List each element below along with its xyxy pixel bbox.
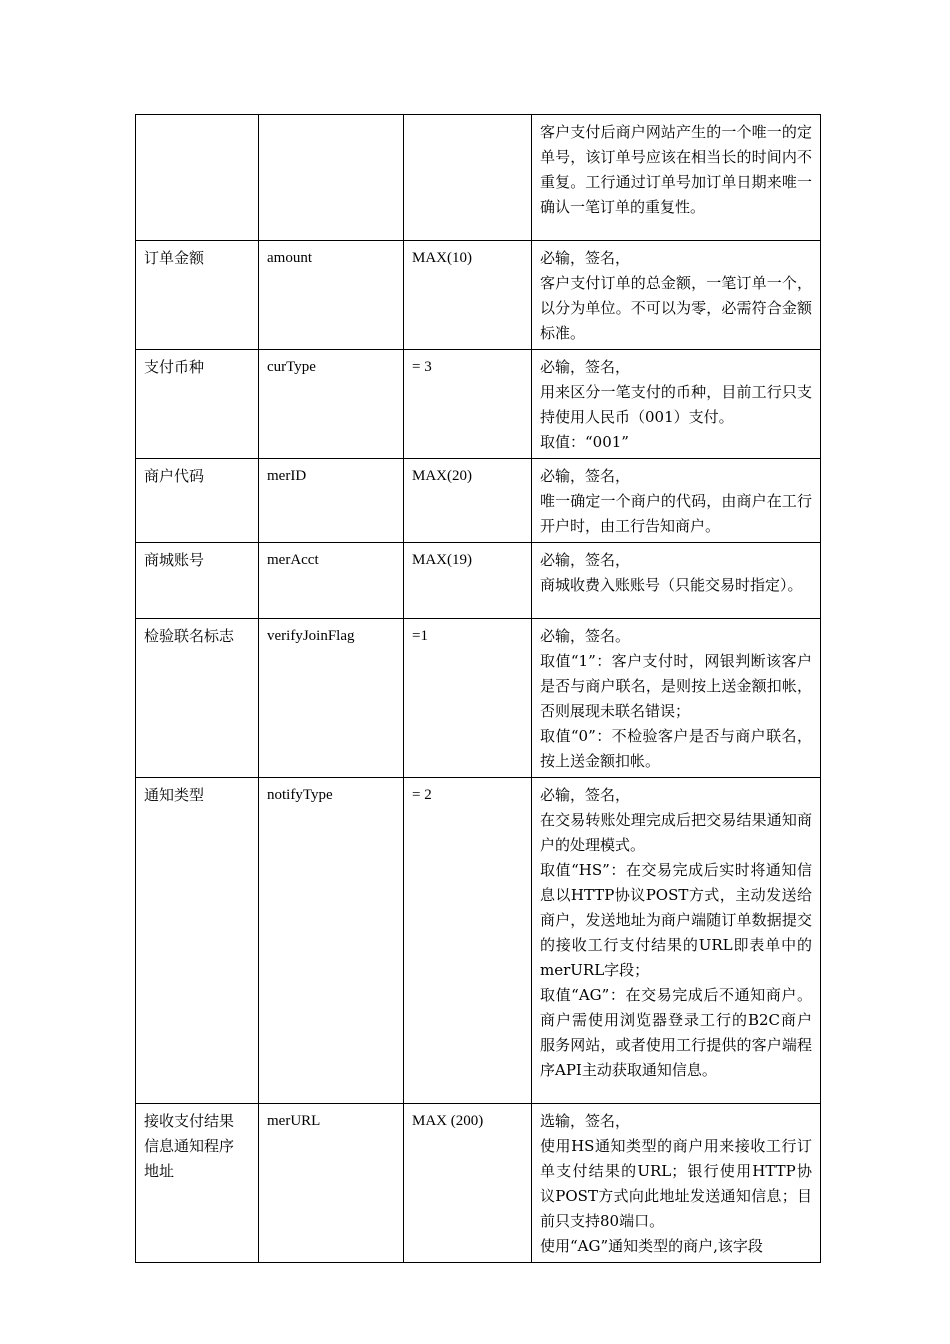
param-name-cell <box>136 1104 259 1263</box>
description-line: 必输，签名， <box>540 551 631 569</box>
description-line: 唯一确定一个商户的代码，由商户在工行开户时，由工行告知商户。 <box>540 492 812 535</box>
description-line: 取值：“001” <box>540 433 629 451</box>
description-cell <box>532 619 821 778</box>
field-spec-table <box>135 114 821 1263</box>
description-cell <box>532 459 821 543</box>
field-name-cell: merURL <box>259 1104 404 1263</box>
param-name-cell <box>136 350 259 459</box>
description-line: 选输，签名， <box>540 1112 631 1130</box>
description-line: 用来区分一笔支付的币种，目前工行只支持使用人民币（001）支付。 <box>540 383 812 426</box>
description-cell <box>532 778 821 1104</box>
type-cell <box>404 115 532 241</box>
table-row <box>136 459 821 543</box>
description-line: 取值“AG”：在交易完成后不通知商户。商户需使用浏览器登录工行的B2C商户服务网站，或者使用工行提供的客户端程序API主动获取通知信息。 <box>540 986 812 1079</box>
description-line: 客户支付后商户网站产生的一个唯一的定单号，该订单号应该在相当长的时间内不重复。工行通过订单号加订单日期来唯一确认一笔订单的重复性。 <box>540 123 812 216</box>
param-name-cell <box>136 459 259 543</box>
param-name-cell <box>136 778 259 1104</box>
table-row <box>136 115 821 241</box>
field-name-cell <box>259 115 404 241</box>
table-row <box>136 241 821 350</box>
description-line: 商城收费入账账号（只能交易时指定）。 <box>540 576 803 594</box>
description-cell <box>532 241 821 350</box>
type-cell: =1 <box>404 619 532 778</box>
description-cell <box>532 543 821 619</box>
type-cell: MAX(20) <box>404 459 532 543</box>
description-line: 必输，签名， <box>540 249 631 267</box>
type-cell: MAX (200) <box>404 1104 532 1263</box>
field-name-cell: curType <box>259 350 404 459</box>
param-name-text: 支付币种 <box>144 358 205 376</box>
field-name-cell: merID <box>259 459 404 543</box>
table-row <box>136 350 821 459</box>
description-line: 必输，签名， <box>540 467 631 485</box>
table-body <box>136 115 821 1263</box>
type-cell: = 3 <box>404 350 532 459</box>
param-name-text: 商城账号 <box>144 551 205 569</box>
description-cell <box>532 1104 821 1263</box>
description-cell <box>532 350 821 459</box>
field-name-cell: verifyJoinFlag <box>259 619 404 778</box>
type-cell: MAX(10) <box>404 241 532 350</box>
description-line: 在交易转账处理完成后把交易结果通知商户的处理模式。 <box>540 811 812 854</box>
param-name-text: 信息通知程序 <box>144 1137 235 1155</box>
type-cell: MAX(19) <box>404 543 532 619</box>
param-name-text: 接收支付结果 <box>144 1112 235 1130</box>
description-line: 使用“AG”通知类型的商户,该字段 <box>540 1237 763 1255</box>
param-name-cell <box>136 543 259 619</box>
description-line: 取值“HS”：在交易完成后实时将通知信息以HTTP协议POST方式，主动发送给商户，发送地址为商户端随订单数据提交的接收工行支付结果的URL即表单中的merURL字段； <box>540 861 812 979</box>
param-name-text: 商户代码 <box>144 467 205 485</box>
param-name-cell <box>136 619 259 778</box>
table-row <box>136 778 821 1104</box>
description-line: 取值“1”：客户支付时，网银判断该客户是否与商户联名，是则按上送金额扣帐，否则展现未联名错误； <box>540 652 812 720</box>
description-line: 必输，签名。 <box>540 627 631 645</box>
param-name-text: 地址 <box>144 1162 175 1180</box>
param-name-text: 订单金额 <box>144 249 205 267</box>
field-name-cell: amount <box>259 241 404 350</box>
param-name-cell <box>136 241 259 350</box>
description-line: 必输，签名， <box>540 358 631 376</box>
description-cell <box>532 115 821 241</box>
field-name-cell: notifyType <box>259 778 404 1104</box>
param-name-text: 通知类型 <box>144 786 205 804</box>
description-line: 使用HS通知类型的商户用来接收工行订单支付结果的URL；银行使用HTTP协议POST方式向此地址发送通知信息；目前只支持80端口。 <box>540 1137 812 1230</box>
description-line: 客户支付订单的总金额，一笔订单一个，以分为单位。不可以为零，必需符合金额标准。 <box>540 274 812 342</box>
type-cell: = 2 <box>404 778 532 1104</box>
field-name-cell: merAcct <box>259 543 404 619</box>
description-line: 必输，签名， <box>540 786 631 804</box>
param-name-text: 检验联名标志 <box>144 627 235 645</box>
table-row <box>136 543 821 619</box>
description-line: 取值“0”：不检验客户是否与商户联名，按上送金额扣帐。 <box>540 727 812 770</box>
param-name-cell <box>136 115 259 241</box>
table-row <box>136 1104 821 1263</box>
table-row <box>136 619 821 778</box>
